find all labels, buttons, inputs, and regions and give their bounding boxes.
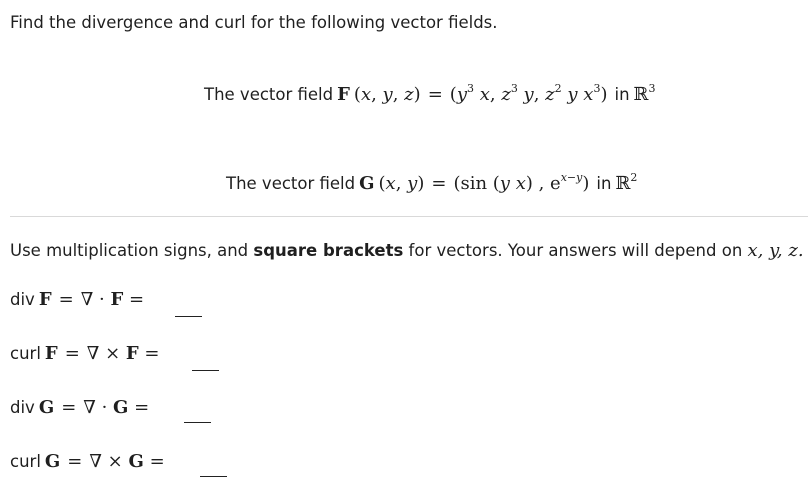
answer-blank-curl-f[interactable] [192, 370, 219, 371]
hint-text: Use multiplication signs, and square brackets for vectors. Your answers will depend on x, y, z. [10, 240, 804, 261]
answer-operator: ∇ × G = [89, 451, 165, 472]
answer-operator: ∇ · F = [80, 289, 145, 310]
field-f-space: ℝ$^3$ [633, 82, 656, 105]
answer-field-name: G [44, 451, 61, 472]
field-f-args: (x, y, z) [353, 84, 421, 105]
answer-curl-g: curl G = ∇ × G = [10, 451, 165, 472]
field-g-components: (sin (y x) , $e^{x-y}$) [453, 171, 590, 194]
instruction-text: Find the divergence and curl for the following vector fields. [10, 13, 498, 32]
field-g-equals: = [431, 173, 447, 194]
field-g-name: G [359, 173, 375, 194]
answer-field-name: F [38, 289, 52, 310]
answer-operator: ∇ · G = [83, 397, 150, 418]
section-divider [10, 216, 808, 217]
answer-label: curl [10, 344, 41, 363]
field-f-suffix: in [614, 85, 630, 104]
field-f-definition [204, 84, 656, 105]
field-g-definition [226, 173, 637, 194]
answer-label: div [10, 398, 35, 417]
field-g-args: (x, y) [378, 173, 425, 194]
field-f-name: F [337, 84, 350, 105]
answer-blank-curl-g[interactable] [200, 476, 227, 477]
answer-label: div [10, 290, 35, 309]
field-f-prefix: The vector field [204, 85, 334, 104]
answer-field-name: G [38, 397, 55, 418]
field-g-prefix: The vector field [226, 174, 356, 193]
answer-curl-f: curl F = ∇ × F = [10, 343, 160, 364]
hint-vars: x, y, z. [747, 240, 804, 261]
answer-label: curl [10, 452, 41, 471]
field-f-equals: = [427, 84, 443, 105]
answer-div-f: div F = ∇ · F = [10, 289, 145, 310]
field-g-space: ℝ$^2$ [615, 171, 638, 194]
answer-blank-div-f[interactable] [175, 316, 202, 317]
field-g-suffix: in [596, 174, 612, 193]
field-f-components: ($y^3$ x, $z^3$ y, $z^2$ y $x^3$) [449, 82, 608, 105]
hint-bold-text: square brackets [253, 241, 404, 260]
answer-div-g: div G = ∇ · G = [10, 397, 150, 418]
answer-field-name: F [44, 343, 58, 364]
answer-blank-div-g[interactable] [184, 422, 211, 423]
answer-operator: ∇ × F = [86, 343, 160, 364]
